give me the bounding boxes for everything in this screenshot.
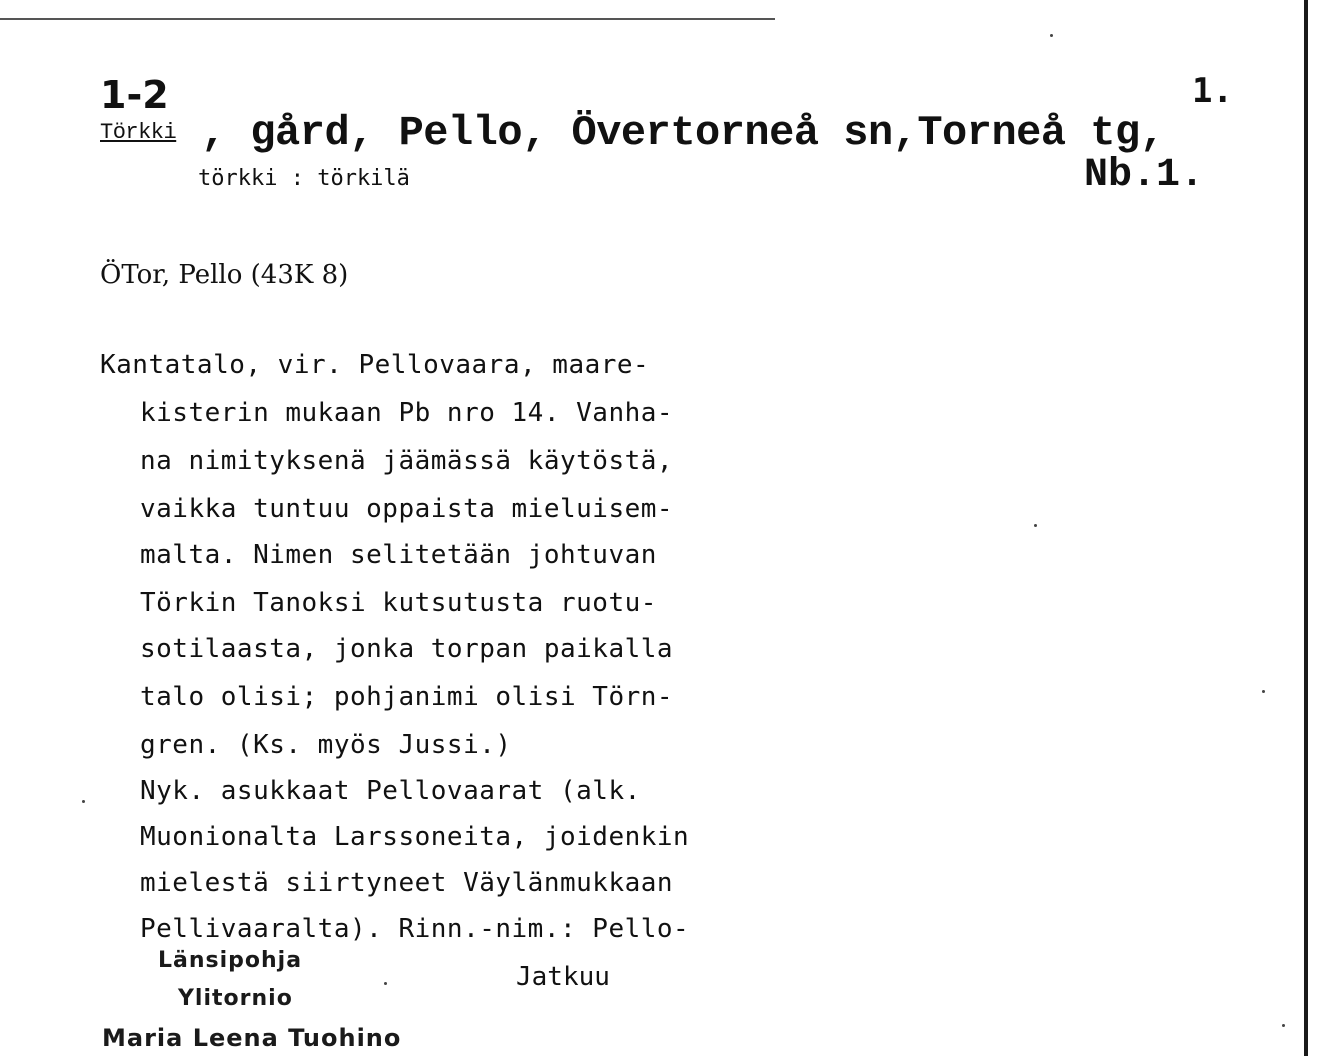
stamp-parish: Ylitornio — [178, 986, 293, 1011]
paper-speck — [384, 982, 387, 985]
heading-details: , gård, Pello, Övertorneå sn,Torneå tg, — [200, 109, 1165, 157]
stamp-collector: Maria Leena Tuohino — [102, 1024, 402, 1052]
name-forms: törkki : törkilä — [198, 166, 410, 191]
source-reference: ÖTor, Pello (43K 8) — [100, 260, 349, 290]
body-line: malta. Nimen selitetään johtuvan — [140, 540, 657, 570]
volume-label: Nb.1. — [1084, 153, 1205, 198]
top-rule — [0, 18, 775, 20]
body-line: Nyk. asukkaat Pellovaarat (alk. — [140, 776, 641, 806]
body-line: vaikka tuntuu oppaista mieluisem- — [140, 494, 674, 524]
body-line: Pellivaaralta). Rinn.-nim.: Pello- — [140, 914, 690, 944]
card-edge-rule — [1304, 0, 1308, 1056]
body-line: kisterin mukaan Pb nro 14. Vanha- — [140, 398, 674, 428]
card-range: 1-2 — [100, 73, 169, 117]
paper-speck — [82, 800, 85, 803]
place-name: Törkki — [100, 120, 177, 145]
body-line: talo olisi; pohjanimi olisi Törn- — [140, 682, 674, 712]
body-line: na nimityksenä jäämässä käytöstä, — [140, 446, 674, 476]
body-line: Kantatalo, vir. Pellovaara, maare- — [100, 350, 650, 380]
body-line: sotilaasta, jonka torpan paikalla — [140, 634, 674, 664]
card-number: 1. — [1192, 71, 1233, 111]
heading-line — [100, 109, 1165, 157]
body-line: Muonionalta Larssoneita, joidenkin — [140, 822, 690, 852]
body-line: Törkin Tanoksi kutsutusta ruotu- — [140, 588, 657, 618]
stamp-region: Länsipohja — [158, 948, 303, 973]
paper-speck — [1050, 34, 1053, 37]
body-line: mielestä siirtyneet Väylänmukkaan — [140, 868, 674, 898]
paper-speck — [1262, 690, 1265, 693]
paper-speck — [1034, 524, 1037, 527]
paper-speck — [1282, 1024, 1285, 1027]
continued-note: Jatkuu — [516, 962, 610, 992]
body-line: gren. (Ks. myös Jussi.) — [140, 730, 512, 760]
